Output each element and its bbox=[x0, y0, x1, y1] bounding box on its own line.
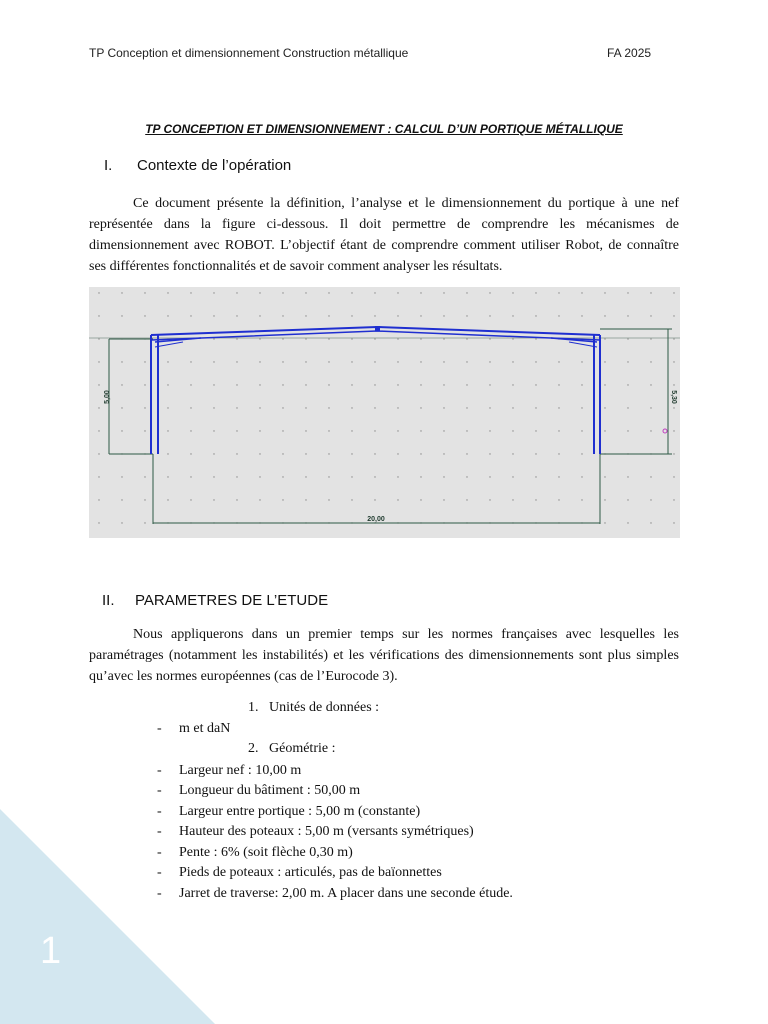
section-1-heading bbox=[104, 157, 291, 174]
bullet-text: m et daN bbox=[179, 721, 231, 736]
bullet-text: Pieds de poteaux : articulés, pas de baïonnettes bbox=[179, 865, 442, 880]
dimension-bottom-label: 20,00 bbox=[367, 516, 385, 523]
support-marks bbox=[375, 326, 380, 331]
bullet-text: Jarret de traverse: 2,00 m. A placer dans une seconde étude. bbox=[179, 886, 513, 901]
bullet-dash: - bbox=[157, 804, 162, 819]
section-2-heading bbox=[102, 592, 328, 609]
portal-frame bbox=[151, 327, 600, 454]
bullet-dash: - bbox=[157, 865, 162, 880]
bullet-dash: - bbox=[157, 845, 162, 860]
list-number: 1. bbox=[248, 700, 259, 715]
header-date: FA 2025 bbox=[607, 46, 652, 60]
list-item-units bbox=[248, 700, 379, 716]
section-2-title: PARAMETRES DE L’ETUDE bbox=[135, 592, 329, 609]
dimension-right-label: 5,30 bbox=[670, 390, 677, 404]
dimension-left-label: 5,00 bbox=[104, 390, 111, 404]
section-2-paragraph: Nous appliquerons dans un premier temps sur les normes françaises avec lesquelles les paramétrages (notamment les instabilités) et les vérifications des dimensionnements sont plus simples qu’avec les normes européennes (cas de l’Eurocode 3). bbox=[89, 627, 679, 684]
bullet-item bbox=[157, 721, 230, 737]
bullet-text: Pente : 6% (soit flèche 0,30 m) bbox=[179, 845, 353, 860]
bullet-text: Largeur nef : 10,00 m bbox=[179, 763, 302, 778]
list-item-geometry bbox=[248, 741, 335, 757]
document-title: TP CONCEPTION ET DIMENSIONNEMENT : CALCUL D’UN PORTIQUE MÉTALLIQUE bbox=[145, 122, 623, 136]
section-1-title: Contexte de l’opération bbox=[137, 157, 292, 174]
bullet-dash: - bbox=[157, 886, 162, 901]
bullet-dash: - bbox=[157, 763, 162, 778]
corner-decoration bbox=[0, 809, 215, 1024]
bullet-text: Largeur entre portique : 5,00 m (constante) bbox=[179, 804, 421, 819]
section-1-paragraph: Ce document présente la définition, l’analyse et le dimensionnement du portique à une nef représentée dans la figure ci-dessous. Il doit permettre de comprendre les mécanismes de dimensionnement avec ROBOT. L’objectif étant de comprendre comment utiliser Robot, de connaître ses différentes fonctionnalités et de savoir comment analyser les résultats. bbox=[89, 196, 679, 274]
section-2-number: II. bbox=[102, 592, 115, 609]
bullet-text: Hauteur des poteaux : 5,00 m (versants symétriques) bbox=[179, 824, 474, 839]
list-number: 2. bbox=[248, 741, 259, 756]
bullet-text: Longueur du bâtiment : 50,00 m bbox=[179, 783, 361, 798]
portal-frame-drawing bbox=[89, 287, 680, 538]
dimension-lines bbox=[89, 329, 680, 524]
portal-frame-figure bbox=[89, 287, 680, 538]
bullet-item bbox=[157, 783, 360, 799]
header-title: TP Conception et dimensionnement Construction métallique bbox=[89, 46, 409, 60]
bullet-dash: - bbox=[157, 721, 162, 736]
section-1-number: I. bbox=[104, 157, 113, 174]
list-label: Unités de données : bbox=[269, 700, 380, 715]
bullet-dash: - bbox=[157, 783, 162, 798]
list-label: Géométrie : bbox=[269, 741, 336, 756]
page-number: 1 bbox=[40, 930, 62, 972]
bullet-item bbox=[157, 763, 301, 779]
node-marker bbox=[663, 429, 667, 433]
bullet-dash: - bbox=[157, 824, 162, 839]
